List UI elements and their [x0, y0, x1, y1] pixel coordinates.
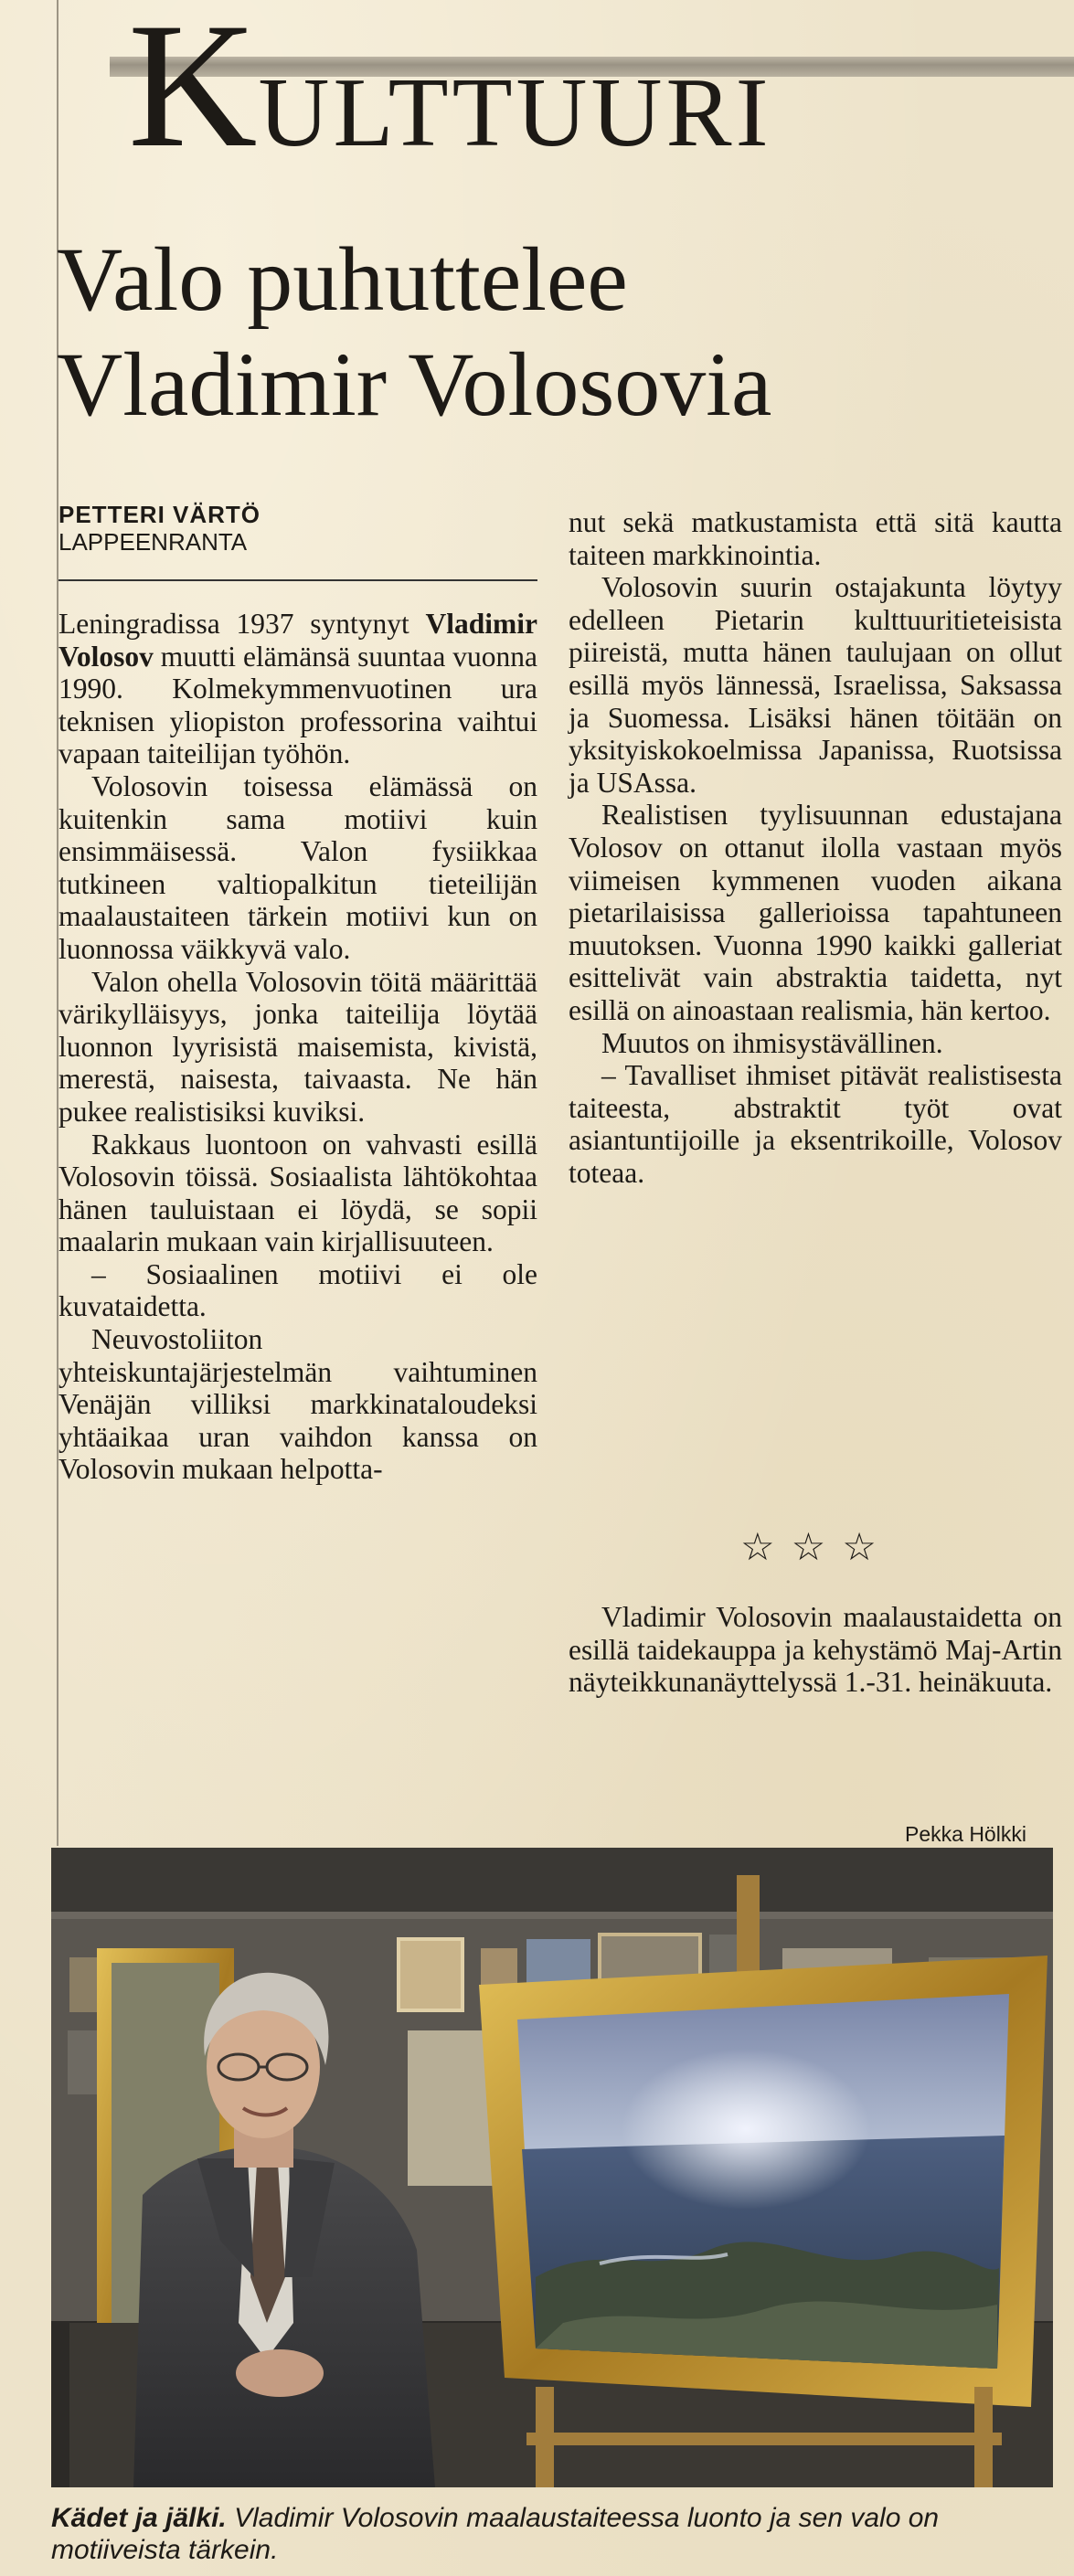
paragraph-text: muutti elämänsä suuntaa vuonna 1990. Kolmekymmenvuotinen ura teknisen yliopiston professorina vaihtui vapaan taiteilijan työhön. [58, 640, 537, 770]
paragraph-text: Leningradissa 1937 syntynyt [58, 608, 426, 640]
byline-place: LAPPEENRANTA [58, 528, 248, 556]
paragraph: nut sekä matkustamista että sitä kautta taiteen markkinointia. [569, 506, 1062, 571]
section-title [128, 0, 772, 185]
paragraph-bold-name: Vladimir Volosov [58, 608, 537, 673]
caption-lead: Kädet ja jälki. [51, 2503, 227, 2533]
photo-credit: Pekka Hölkki [905, 1822, 1026, 1846]
headline [57, 227, 1062, 437]
section-name: ULTTUURI [258, 58, 772, 167]
article-right-column [569, 506, 1062, 1189]
photo-caption [51, 2502, 1057, 2566]
paragraph: – Sosiaalinen motiivi ei ole kuvataidetta. [58, 1257, 537, 1323]
byline-rule [58, 579, 537, 581]
paragraph [58, 608, 537, 770]
paragraph: Volosovin toisessa elämässä on kuitenkin sama motiivi kuin ensimmäisessä. Valon fysiikkaa tutkineen valtiopalkitun tieteilijän maalaustaiteen tärkein motiivi kun on luonnossa väikkyvä valo. [58, 769, 537, 965]
paragraph: Realistisen tyylisuunnan edustajana Volosov on ottanut ilolla vastaan myös viimeisen kymmenen vuoden aikana pietarilaisissa gallerioissa tapahtuneen muutoksen. Vuonna 1990 kaikki galleriat esittelivät vain abstraktia taidetta, nyt esillä on ainoastaan realismia, hän kertoo. [569, 799, 1062, 1026]
exhibition-info [569, 1601, 1062, 1699]
article-left-column [58, 608, 537, 1486]
byline [58, 501, 536, 556]
headline-line-2: Vladimir Volosovia [57, 334, 772, 435]
paragraph: Volosovin suurin ostajakunta löytyy edelleen Pietarin kulttuuritieteisista piireistä, mutta hänen taulujaan on ollut esillä myös lännessä, Israelissa, Saksassa ja Suomessa. Lisäksi hänen töitään on yksityiskokoelmissa Japanissa, Ruotsissa ja USAssa. [569, 571, 1062, 799]
paragraph: Valon ohella Volosovin töitä määrittää värikylläisyys, jonka taiteilija löytää luonnon lyyrisistä maisemista, kivistä, merestä, naisesta, taivaasta. Ne hän pukee realistisiksi kuviksi. [58, 965, 537, 1128]
paragraph: Rakkaus luontoon on vahvasti esillä Volosovin töissä. Sosiaalista lähtökohtaa hänen tauluistaan ei löydä, se sopii maalarin mukaan vain kirjallisuuteen. [58, 1128, 537, 1258]
paragraph: – Tavalliset ihmiset pitävät realistisesta taiteesta, abstraktit työt ovat asiantuntijoille ja eksentrikoille, Volosov toteaa. [569, 1059, 1062, 1189]
paragraph: Muutos on ihmisystävällinen. [601, 1026, 943, 1059]
caption-text: Vladimir Volosovin maalaustaiteessa luonto ja sen valo on motiiveista tärkein. [51, 2503, 940, 2565]
article-photo [51, 1848, 1053, 2487]
section-initial: K [128, 0, 259, 185]
paragraph: Vladimir Volosovin maalaustaidetta on esillä taidekauppa ja kehystämö Maj-Artin näyteikkunanäyttelyssä 1.-31. heinäkuuta. [569, 1601, 1062, 1699]
star-separator-icon: ☆☆☆ [740, 1524, 893, 1569]
paragraph: Neuvostoliiton yhteiskuntajärjestelmän vaihtuminen Venäjän villiksi markkinataloudeksi yhtäaikaa uran vaihdon kanssa on Volosovin mukaan helpotta- [58, 1323, 537, 1486]
headline-line-1: Valo puhuttelee [57, 228, 628, 330]
byline-author: PETTERI VÄRTÖ [58, 501, 261, 528]
